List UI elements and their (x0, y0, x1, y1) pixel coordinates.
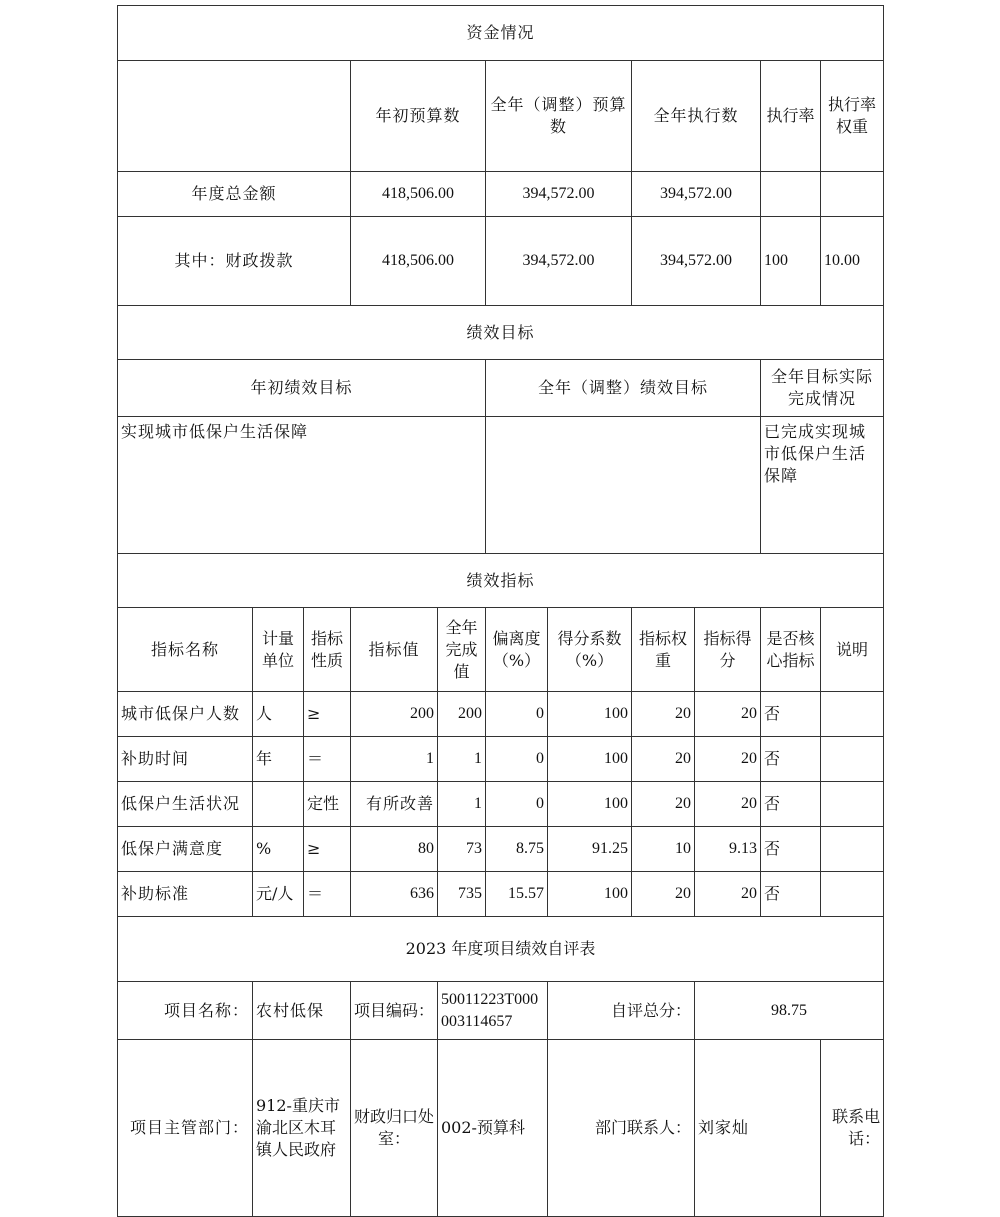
project-code-label: 项目编码： (351, 982, 438, 1040)
ind-unit: 元/人 (253, 872, 304, 917)
ind-coef: 100 (548, 737, 632, 782)
ind-core: 否 (761, 692, 821, 737)
ind-note (821, 782, 884, 827)
ind-actual: 73 (438, 827, 486, 872)
ind-header-note: 说明 (821, 608, 884, 692)
ind-header-nature: 指标性质 (304, 608, 351, 692)
performance-form (117, 5, 883, 1217)
ind-header-unit: 计量单位 (253, 608, 304, 692)
ind-unit: 年 (253, 737, 304, 782)
indicators-section-title: 绩效指标 (118, 554, 884, 608)
funds-total-adjusted: 394,572.00 (486, 172, 632, 217)
funds-total-executed: 394,572.00 (632, 172, 761, 217)
finance-office-value: 002-预算科 (438, 1040, 548, 1217)
ind-nature: ＝ (304, 872, 351, 917)
ind-actual: 200 (438, 692, 486, 737)
ind-name: 城市低保户人数 (118, 692, 253, 737)
ind-unit (253, 782, 304, 827)
ind-actual: 735 (438, 872, 486, 917)
funds-header-adjusted: 全年（调整）预算数 (486, 61, 632, 172)
ind-score: 20 (695, 872, 761, 917)
ind-target: 有所改善 (351, 782, 438, 827)
ind-weight: 20 (632, 692, 695, 737)
ind-unit: % (253, 827, 304, 872)
finance-office-label: 财政归口处室： (351, 1040, 438, 1217)
funds-fiscal-label: 其中：财政拨款 (118, 217, 351, 306)
funds-total-rate (761, 172, 821, 217)
ind-name: 低保户生活状况 (118, 782, 253, 827)
indicator-row (118, 737, 884, 782)
funds-header-weight: 执行率权重 (821, 61, 884, 172)
dept-value: 912-重庆市渝北区木耳镇人民政府 (253, 1040, 351, 1217)
ind-coef: 100 (548, 692, 632, 737)
phone-label: 联系电话： (821, 1040, 884, 1217)
goals-header-actual: 全年目标实际完成情况 (761, 360, 884, 417)
ind-header-deviation: 偏离度（%） (486, 608, 548, 692)
ind-header-name: 指标名称 (118, 608, 253, 692)
ind-weight: 10 (632, 827, 695, 872)
ind-name: 补助标准 (118, 872, 253, 917)
funds-fiscal-weight: 10.00 (821, 217, 884, 306)
funds-total-weight (821, 172, 884, 217)
goals-actual-text: 已完成实现城市低保户生活保障 (761, 417, 884, 554)
funds-total-label: 年度总金额 (118, 172, 351, 217)
funds-header-executed: 全年执行数 (632, 61, 761, 172)
ind-target: 200 (351, 692, 438, 737)
ind-header-score: 指标得分 (695, 608, 761, 692)
goals-adjusted-text (486, 417, 761, 554)
indicator-row (118, 782, 884, 827)
funds-fiscal-adjusted: 394,572.00 (486, 217, 632, 306)
ind-note (821, 827, 884, 872)
ind-coef: 100 (548, 872, 632, 917)
ind-coef: 100 (548, 782, 632, 827)
ind-target: 1 (351, 737, 438, 782)
ind-nature: ＝ (304, 737, 351, 782)
ind-weight: 20 (632, 737, 695, 782)
ind-deviation: 8.75 (486, 827, 548, 872)
ind-actual: 1 (438, 737, 486, 782)
goals-header-adjusted: 全年（调整）绩效目标 (486, 360, 761, 417)
ind-score: 9.13 (695, 827, 761, 872)
performance-table (117, 5, 884, 1217)
funds-fiscal-initial: 418,506.00 (351, 217, 486, 306)
goals-initial-text: 实现城市低保户生活保障 (118, 417, 486, 554)
funds-fiscal-executed: 394,572.00 (632, 217, 761, 306)
ind-target: 636 (351, 872, 438, 917)
indicator-row (118, 692, 884, 737)
ind-target: 80 (351, 827, 438, 872)
ind-nature: ≥ (304, 827, 351, 872)
ind-weight: 20 (632, 872, 695, 917)
contact-value: 刘家灿 (695, 1040, 821, 1217)
ind-note (821, 872, 884, 917)
ind-core: 否 (761, 737, 821, 782)
ind-deviation: 0 (486, 692, 548, 737)
ind-header-target: 指标值 (351, 608, 438, 692)
ind-weight: 20 (632, 782, 695, 827)
ind-header-coef: 得分系数（%） (548, 608, 632, 692)
self-score-label: 自评总分： (548, 982, 695, 1040)
ind-score: 20 (695, 692, 761, 737)
ind-note (821, 737, 884, 782)
ind-score: 20 (695, 737, 761, 782)
ind-name: 补助时间 (118, 737, 253, 782)
ind-header-actual: 全年完成值 (438, 608, 486, 692)
funds-header-blank (118, 61, 351, 172)
ind-header-weight: 指标权重 (632, 608, 695, 692)
funds-header-initial: 年初预算数 (351, 61, 486, 172)
ind-coef: 91.25 (548, 827, 632, 872)
ind-core: 否 (761, 827, 821, 872)
contact-label: 部门联系人： (548, 1040, 695, 1217)
project-name-label: 项目名称： (118, 982, 253, 1040)
funds-header-rate: 执行率 (761, 61, 821, 172)
ind-deviation: 15.57 (486, 872, 548, 917)
funds-fiscal-rate: 100 (761, 217, 821, 306)
ind-deviation: 0 (486, 782, 548, 827)
indicator-row (118, 872, 884, 917)
funds-total-initial: 418,506.00 (351, 172, 486, 217)
ind-nature: ≥ (304, 692, 351, 737)
self-score-value: 98.75 (695, 982, 884, 1040)
ind-score: 20 (695, 782, 761, 827)
ind-nature: 定性 (304, 782, 351, 827)
ind-header-core: 是否核心指标 (761, 608, 821, 692)
ind-note (821, 692, 884, 737)
ind-core: 否 (761, 782, 821, 827)
project-code-value: 50011223T000003114657 (438, 982, 548, 1040)
project-name-value: 农村低保 (253, 982, 351, 1040)
goals-section-title: 绩效目标 (118, 306, 884, 360)
dept-label: 项目主管部门： (118, 1040, 253, 1217)
indicator-row (118, 827, 884, 872)
ind-unit: 人 (253, 692, 304, 737)
ind-actual: 1 (438, 782, 486, 827)
goals-header-initial: 年初绩效目标 (118, 360, 486, 417)
ind-core: 否 (761, 872, 821, 917)
funds-section-title: 资金情况 (118, 6, 884, 61)
form2-title: 2023 年度项目绩效自评表 (118, 917, 884, 982)
ind-deviation: 0 (486, 737, 548, 782)
ind-name: 低保户满意度 (118, 827, 253, 872)
